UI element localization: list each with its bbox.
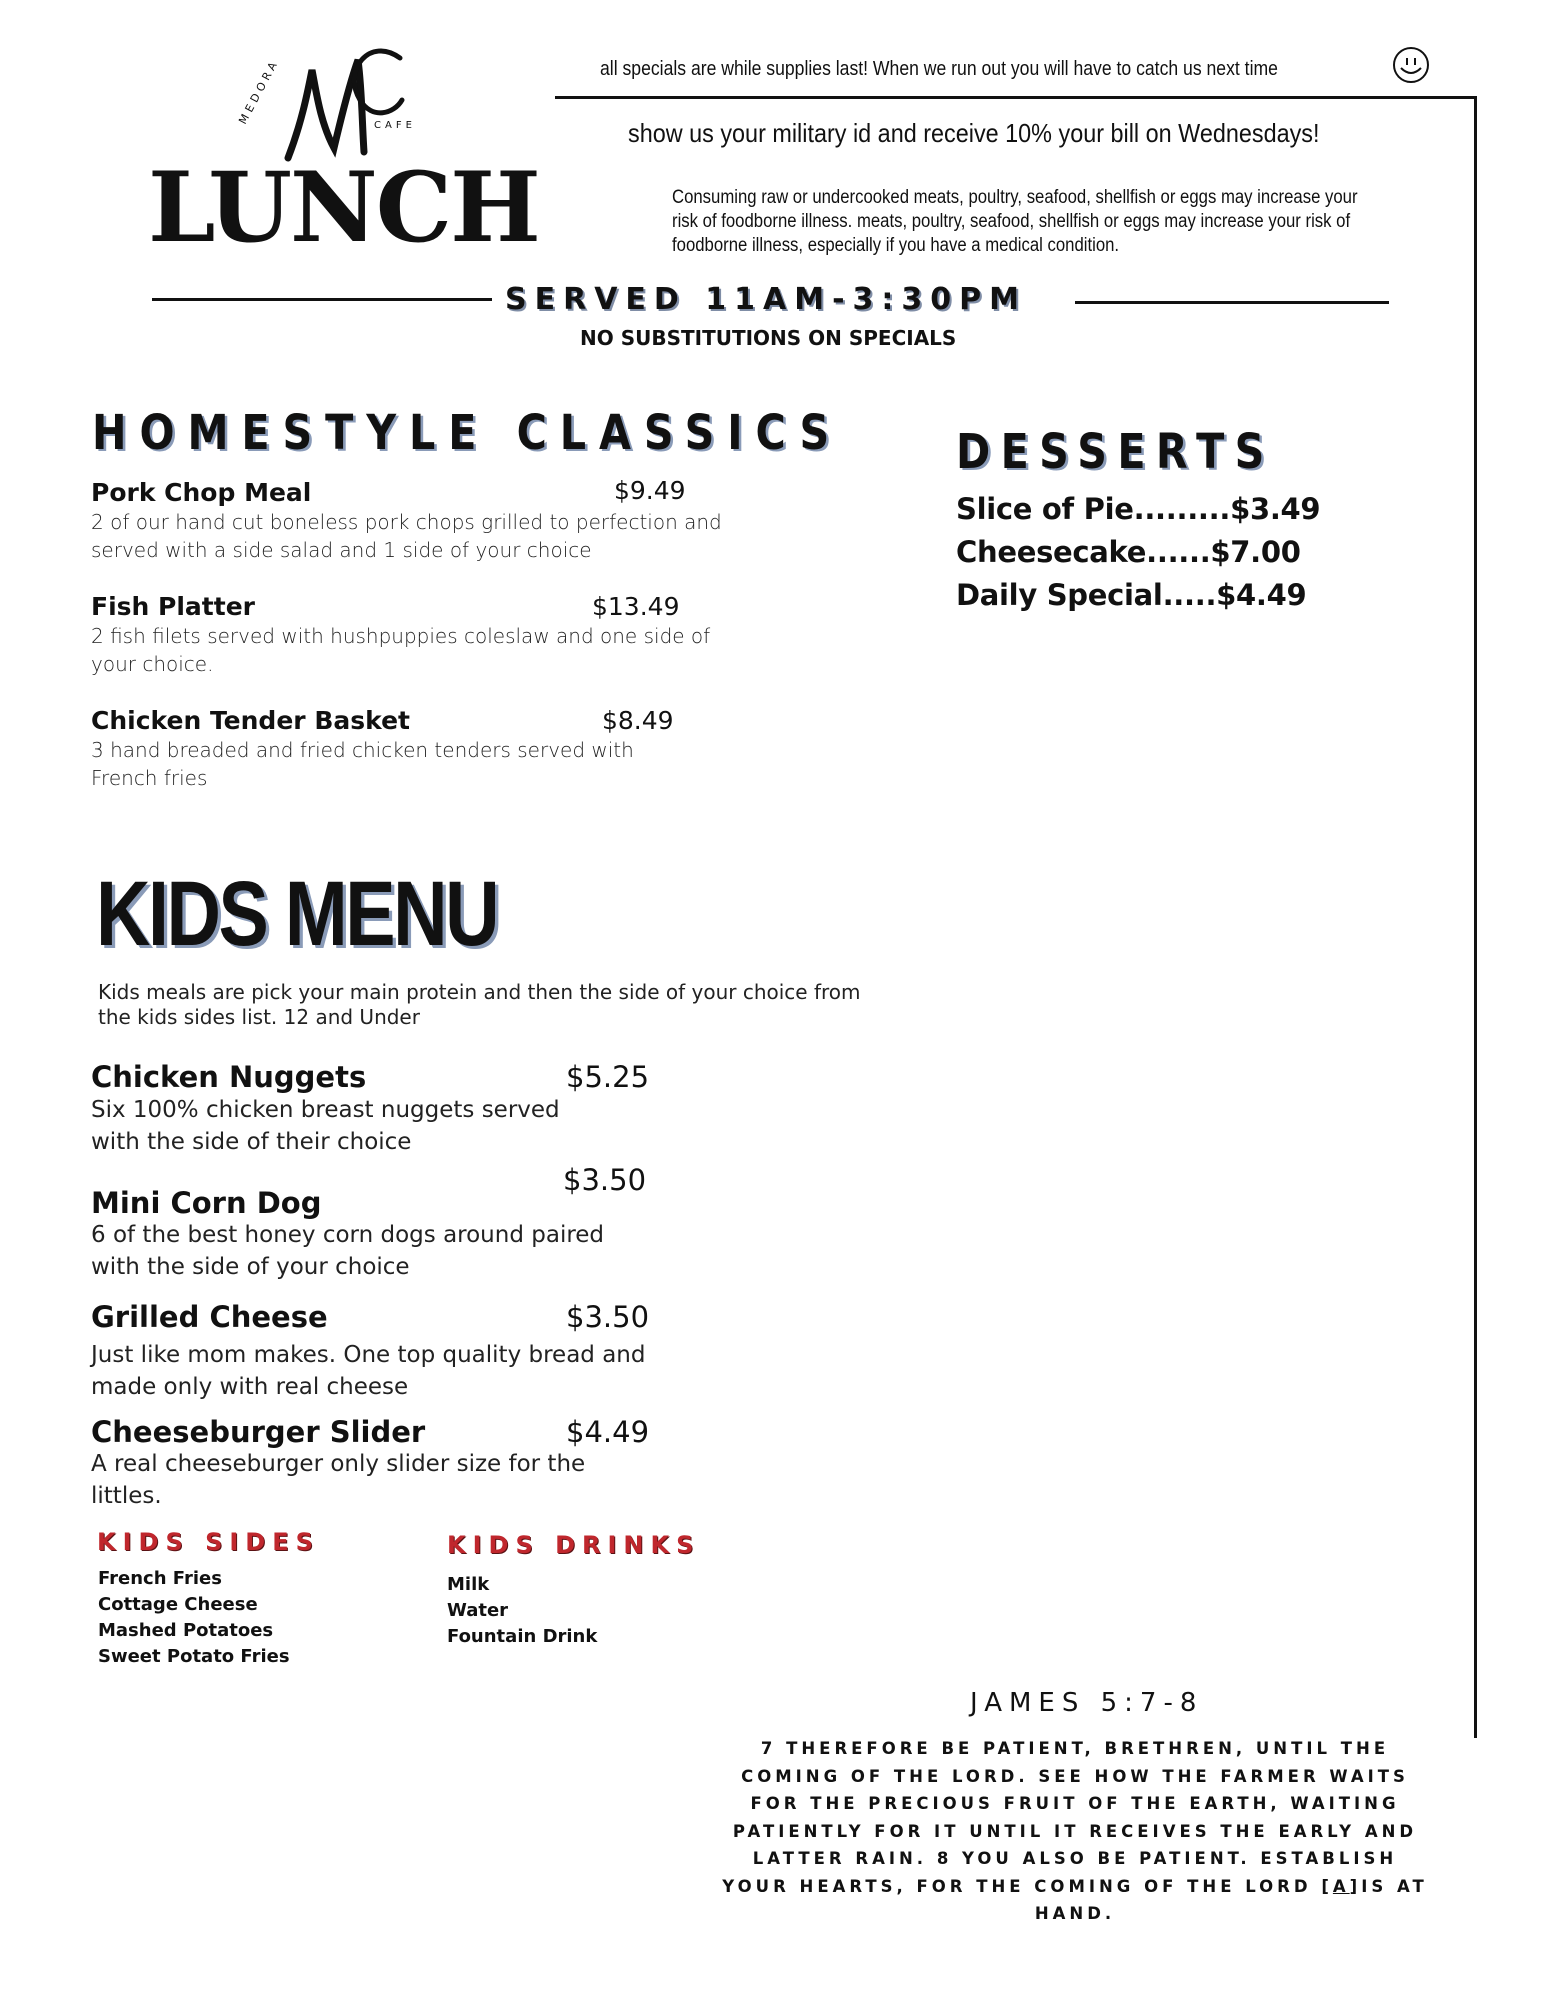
desserts-heading: DESSERTS <box>956 424 1275 480</box>
smiley-face-icon <box>1392 46 1430 84</box>
kids-item-desc: A real cheeseburger only slider size for the littles. <box>91 1451 586 1509</box>
no-substitutions-note: NO SUBSTITUTIONS ON SPECIALS <box>580 326 957 350</box>
kids-drink-item: Milk <box>447 1574 490 1595</box>
kids-item-desc: 6 of the best honey corn dogs around paired with the side of your choice <box>91 1222 605 1280</box>
menu-item-desc: 2 of our hand cut boneless pork chops grilled to perfection and served with a side salad and 1 side of your choice <box>91 510 722 562</box>
frame-right-border <box>1474 96 1477 1738</box>
food-safety-disclaimer: Consuming raw or undercooked meats, poultry, seafood, shellfish or eggs may increase your risk of foodborne illness. meats, poultry, seafood, shellfish or eggs may increase your risk of foodborne illness, especially if you have a medical condition. <box>672 187 1358 256</box>
kids-side-item: French Fries <box>98 1568 222 1589</box>
kids-item-desc: Six 100% chicken breast nuggets served with the side of their choice <box>91 1097 560 1155</box>
logo-arc-text: MEDORA <box>236 56 282 127</box>
kids-item-price: $3.50 <box>563 1163 647 1197</box>
menu-item-name: Chicken Tender Basket <box>91 706 410 735</box>
dessert-item: Slice of Pie.........$3.49 <box>956 492 1321 526</box>
kids-sides-heading: KIDS SIDES <box>97 1528 320 1556</box>
homestyle-classics-heading: HOMESTYLE CLASSICS <box>92 405 843 461</box>
menu-item-desc: 3 hand breaded and fried chicken tenders served with French fries <box>91 738 634 790</box>
served-hours: SERVED 11AM-3:30PM <box>505 282 1027 317</box>
divider-right <box>1075 301 1389 304</box>
kids-drink-item: Fountain Drink <box>447 1626 598 1647</box>
logo-wordmark: LUNCH <box>148 151 539 264</box>
menu-item-desc: 2 fish filets served with hushpuppies coleslaw and one side of your choice. <box>91 624 711 676</box>
kids-drinks-heading: KIDS DRINKS <box>447 1531 701 1559</box>
kids-item-name: Cheeseburger Slider <box>91 1415 426 1449</box>
military-discount-notice: show us your military id and receive 10% your bill on Wednesdays! <box>628 118 1320 148</box>
verse-text-end: ]IS AT HAND. <box>1034 1876 1428 1923</box>
kids-item-name: Chicken Nuggets <box>91 1060 367 1094</box>
kids-item-price: $5.25 <box>566 1060 650 1094</box>
menu-item-name: Fish Platter <box>91 592 255 621</box>
verse-text-main: 7 THEREFORE BE PATIENT, BRETHREN, UNTIL THE COMING OF THE LORD. SEE HOW THE FARMER WAITS FOR THE PRECIOUS FRUIT OF THE EARTH, WAITING PATIENTLY FOR IT UNTIL IT RECEIVES THE EARLY AND LATTER RAIN. 8 YOU ALSO BE PATIENT. ESTABLISH YOUR HEARTS, FOR THE COMING OF THE LORD [ <box>722 1739 1418 1896</box>
kids-side-item: Cottage Cheese <box>98 1594 258 1615</box>
menu-item-name: Pork Chop Meal <box>91 478 312 507</box>
kids-drink-item: Water <box>447 1600 509 1621</box>
dessert-item: Daily Special.....$4.49 <box>956 578 1307 612</box>
menu-item-price: $9.49 <box>614 476 686 505</box>
kids-item-price: $3.50 <box>566 1300 650 1334</box>
kids-item-name: Grilled Cheese <box>91 1300 328 1334</box>
verse-text <box>715 1735 1435 1928</box>
kids-menu-intro: Kids meals are pick your main protein and then the side of your choice from the kids sides list. 12 and Under <box>98 980 861 1029</box>
divider-left <box>152 298 492 301</box>
frame-top-border <box>555 96 1477 99</box>
specials-notice: all specials are while supplies last! When we run out you will have to catch us next time <box>600 58 1278 80</box>
kids-drinks-list <box>447 1572 597 1650</box>
kids-menu-heading: KIDS MENU <box>96 863 498 965</box>
menu-item-price: $8.49 <box>602 706 674 735</box>
menu-item-price: $13.49 <box>592 592 680 621</box>
kids-sides-list <box>98 1566 290 1670</box>
verse-reference: JAMES 5:7-8 <box>970 1688 1204 1718</box>
kids-side-item: Mashed Potatoes <box>98 1620 274 1641</box>
kids-side-item: Sweet Potato Fries <box>98 1646 290 1667</box>
verse-footnote-link[interactable]: A <box>1332 1876 1350 1896</box>
kids-item-name: Mini Corn Dog <box>91 1186 322 1220</box>
kids-item-desc: Just like mom makes. One top quality bread and made only with real cheese <box>91 1342 646 1400</box>
kids-item-price: $4.49 <box>566 1415 650 1449</box>
dessert-item: Cheesecake......$7.00 <box>956 535 1301 569</box>
logo-cafe-text: CAFE <box>374 120 416 131</box>
